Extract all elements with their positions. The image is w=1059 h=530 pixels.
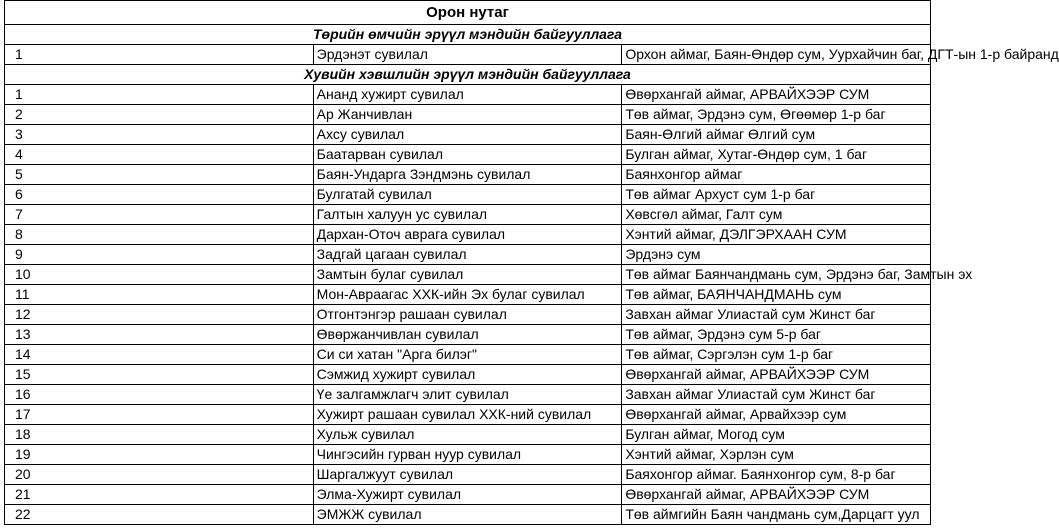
address-cell: Төв аймаг, БАЯНЧАНДМАНЬ сум [622,285,931,305]
table-row [5,125,931,145]
section-heading: Хувийн хэвшлийн эрүүл мэндийн байгууллага [5,65,931,85]
row-number-cell: 5 [5,165,314,185]
table-row [5,285,931,305]
table-row [5,465,931,485]
table-row [5,345,931,365]
table-row [5,165,931,185]
address-cell: Эрдэнэ сум [622,245,931,265]
address-cell: Өвөрхангай аймаг, АРВАЙХЭЭР СУМ [622,85,931,105]
spreadsheet [4,0,1059,525]
address-cell: Төв аймаг, Эрдэнэ сум 5-р баг [622,325,931,345]
name-cell: Хужирт рашаан сувилал ХХК-ний сувилал [313,405,622,425]
sheet-title: Орон нутаг [4,0,931,24]
row-number-cell: 21 [5,485,314,505]
section-heading: Төрийн өмчийн эрүүл мэндийн байгууллага [5,25,931,45]
address-cell: Өвөрхангай аймаг, Арвайхээр сум [622,405,931,425]
table-row [5,185,931,205]
name-cell: Баян-Ундарга Зэндмэнь сувилал [313,165,622,185]
section-header-row [5,25,931,45]
row-number-cell: 4 [5,145,314,165]
table-row [5,425,931,445]
table-row [5,445,931,465]
address-cell: Баян-Өлгий аймаг Өлгий сум [622,125,931,145]
name-cell: Замтын булаг сувилал [313,265,622,285]
name-cell: Си си хатан "Арга билэг" [313,345,622,365]
row-number-cell: 6 [5,185,314,205]
address-cell: Төв аймаг Баянчандмань сум, Эрдэнэ баг, Замтын эх [622,265,931,285]
row-number-cell: 14 [5,345,314,365]
row-number-cell: 22 [5,505,314,525]
address-cell: Хөвсгөл аймаг, Галт сум [622,205,931,225]
address-cell: Баянхонгор аймаг [622,165,931,185]
name-cell: Галтын халуун ус сувилал [313,205,622,225]
row-number-cell: 1 [5,85,314,105]
row-number-cell: 7 [5,205,314,225]
sanatorium-table [4,24,1059,525]
table-row [5,145,931,165]
table-row [5,245,931,265]
address-cell: Өвөрхангай аймаг, АРВАЙХЭЭР СУМ [622,365,931,385]
name-cell: Сэмжид хужирт сувилал [313,365,622,385]
address-cell: Завхан аймаг Улиастай сум Жинст баг [622,305,931,325]
table-row [5,485,931,505]
name-cell: Баатарван сувилал [313,145,622,165]
table-row [5,365,931,385]
table-row [5,305,931,325]
row-number-cell: 15 [5,365,314,385]
address-cell: Баяхонгор аймаг. Баянхонгор сум, 8-р баг [622,465,931,485]
table-row [5,205,931,225]
table-row [5,505,931,525]
address-cell: Завхан аймаг Улиастай сум Жинст баг [622,385,931,405]
address-cell: Өвөрхангай аймаг, АРВАЙХЭЭР СУМ [622,485,931,505]
name-cell: Чингэсийн гурван нуур сувилал [313,445,622,465]
row-number-cell: 1 [5,45,314,65]
table-row [5,105,931,125]
row-number-cell: 18 [5,425,314,445]
name-cell: Мон-Авраагас ХХК-ийн Эх булаг сувилал [313,285,622,305]
name-cell: Өвөржанчивлан сувилал [313,325,622,345]
address-cell: Хэнтий аймаг, Хэрлэн сум [622,445,931,465]
table-row [5,325,931,345]
address-cell: Төв аймаг, Эрдэнэ сум, Өгөөмөр 1-р баг [622,105,931,125]
table-row [5,85,931,105]
row-number-cell: 17 [5,405,314,425]
row-number-cell: 13 [5,325,314,345]
address-cell: Булган аймаг, Хутаг-Өндөр сум, 1 баг [622,145,931,165]
table-body [5,25,1059,525]
name-cell: Булгатай сувилал [313,185,622,205]
address-cell: Төв аймгийн Баян чандмань сум,Дарцагт уул [622,505,931,525]
name-cell: Шаргалжуут сувилал [313,465,622,485]
name-cell: Үе залгамжлагч элит сувилал [313,385,622,405]
table-row [5,265,931,285]
name-cell: Задгай цагаан сувилал [313,245,622,265]
address-cell: Төв аймаг, Сэргэлэн сум 1-р баг [622,345,931,365]
name-cell: Хульж сувилал [313,425,622,445]
row-number-cell: 3 [5,125,314,145]
name-cell: ЭМЖЖ сувилал [313,505,622,525]
name-cell: Ананд хужирт сувилал [313,85,622,105]
name-cell: Элма-Хужирт сувилал [313,485,622,505]
section-header-row [5,65,931,85]
row-number-cell: 8 [5,225,314,245]
table-row [5,225,931,245]
name-cell: Эрдэнэт сувилал [313,45,622,65]
address-cell: Төв аймаг Архуст сум 1-р баг [622,185,931,205]
table-row [5,45,931,65]
row-number-cell: 19 [5,445,314,465]
address-cell: Орхон аймаг, Баян-Өндөр сум, Уурхайчин баг, ДГТ-ын 1-р байранд [622,45,931,65]
row-number-cell: 9 [5,245,314,265]
name-cell: Дархан-Оточ аврага сувилал [313,225,622,245]
row-number-cell: 2 [5,105,314,125]
name-cell: Ар Жанчивлан [313,105,622,125]
address-cell: Булган аймаг, Могод сум [622,425,931,445]
row-number-cell: 16 [5,385,314,405]
row-number-cell: 20 [5,465,314,485]
name-cell: Отгонтэнгэр рашаан сувилал [313,305,622,325]
row-number-cell: 12 [5,305,314,325]
table-row [5,405,931,425]
row-number-cell: 11 [5,285,314,305]
address-cell: Хэнтий аймаг, ДЭЛГЭРХААН СУМ [622,225,931,245]
name-cell: Ахсу сувилал [313,125,622,145]
row-number-cell: 10 [5,265,314,285]
table-row [5,385,931,405]
